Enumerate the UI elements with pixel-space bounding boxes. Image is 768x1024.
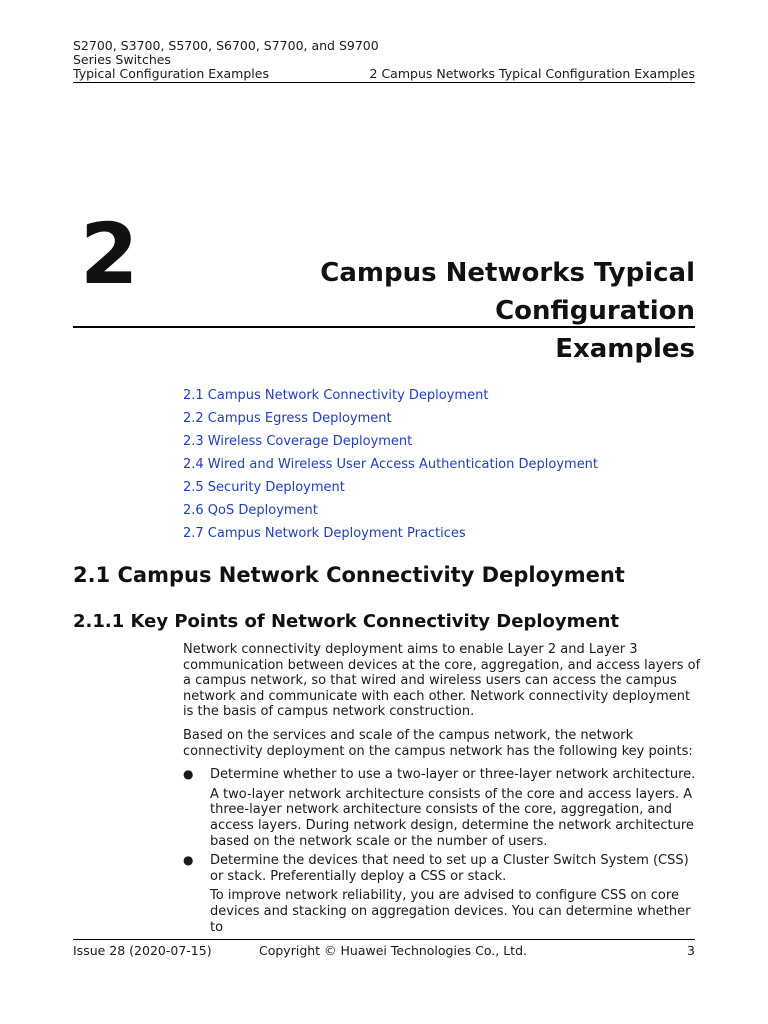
header-product-line: S2700, S3700, S5700, S6700, S7700, and S9700: [73, 38, 379, 53]
toc-link-2-5[interactable]: 2.5 Security Deployment: [183, 480, 345, 495]
body-paragraph: Network connectivity deployment aims to enable Layer 2 and Layer 3 communication between devices at the core, aggregation, and access layers of a campus network, so that wired and wireless users can access the campus network and communicate with each other. Network connectivity deployment is the basis of campus network construction.: [183, 642, 701, 720]
chapter-divider: [73, 326, 695, 328]
header-doc-title: Typical Configuration Examples: [73, 66, 269, 81]
bullet-detail: A two-layer network architecture consists of the core and access layers. A three-layer network architecture consists of the core, aggregation, and access layers. During network design, determine the network architecture based on the network scale or the number of users.: [210, 786, 694, 849]
bullet-item: [183, 853, 703, 884]
bullet-dot-icon: ●: [183, 767, 194, 782]
chapter-title-line1: Campus Networks Typical Configuration: [320, 258, 695, 326]
bullet-detail: To improve network reliability, you are advised to configure CSS on core devices and stacking on aggregation devices. You can determine whether to: [210, 888, 691, 935]
subsection-heading: 2.1.1 Key Points of Network Connectivity Deployment: [73, 611, 619, 632]
chapter-toc: [183, 384, 598, 545]
body-paragraph: Based on the services and scale of the campus network, the network connectivity deployment on the campus network has the following key points:: [183, 727, 693, 759]
chapter-title: [135, 254, 695, 368]
header-chapter-title: 2 Campus Networks Typical Configuration Examples: [369, 66, 695, 81]
bullet-item: [183, 767, 703, 783]
header-divider: [73, 82, 695, 83]
bullet-text: Determine the devices that need to set up a Cluster Switch System (CSS) or stack. Preferentially deploy a CSS or stack.: [210, 853, 689, 884]
section-heading: 2.1 Campus Network Connectivity Deployment: [73, 563, 625, 587]
toc-link-2-7[interactable]: 2.7 Campus Network Deployment Practices: [183, 526, 466, 541]
toc-link-2-1[interactable]: 2.1 Campus Network Connectivity Deployment: [183, 388, 489, 403]
bullet-dot-icon: ●: [183, 853, 194, 868]
footer-copyright: Copyright © Huawei Technologies Co., Ltd.: [259, 943, 527, 958]
toc-link-2-4[interactable]: 2.4 Wired and Wireless User Access Authentication Deployment: [183, 457, 599, 472]
bullet-text: Determine whether to use a two-layer or three-layer network architecture.: [210, 767, 696, 783]
section-body: [183, 642, 703, 939]
toc-link-2-2[interactable]: 2.2 Campus Egress Deployment: [183, 411, 392, 426]
toc-link-2-6[interactable]: 2.6 QoS Deployment: [183, 503, 318, 518]
header-series-line: Series Switches: [73, 52, 171, 67]
chapter-title-line2: Examples: [555, 334, 695, 364]
footer-issue: Issue 28 (2020-07-15): [73, 943, 212, 958]
chapter-number: 2: [80, 205, 139, 303]
toc-link-2-3[interactable]: 2.3 Wireless Coverage Deployment: [183, 434, 413, 449]
footer-page-number: 3: [687, 943, 695, 958]
footer-divider: [73, 939, 695, 940]
